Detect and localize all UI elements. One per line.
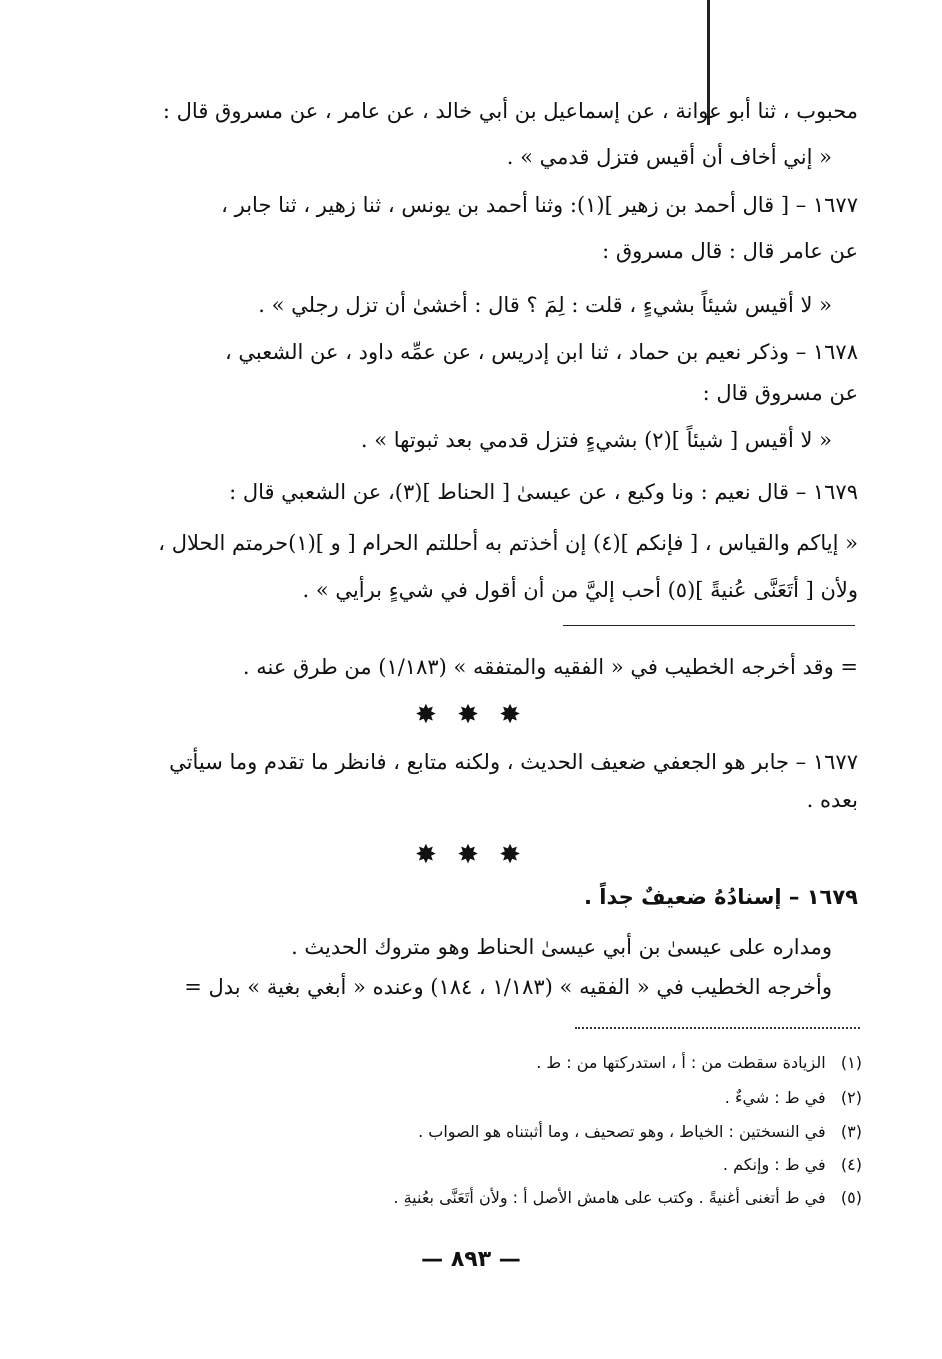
main-line-2: « إني أخاف أن أقيس فتزل قدمي » . xyxy=(506,145,832,169)
main-line-11: ولأن [ أتَعَنَّى عُنيةً ](٥) أحب إليَّ من أن أقول في شيءٍ برأيي » . xyxy=(302,578,858,602)
footnote-4 xyxy=(723,1157,862,1173)
footnote-text: في ط : شيءٌ . xyxy=(724,1088,826,1107)
commentary-line-1: = وقد أخرجه الخطيب في « الفقيه والمتفقه » (١/١٨٣) من طرق عنه . xyxy=(242,655,858,679)
footnote-mark: (١) xyxy=(840,1053,862,1072)
footnote-mark: (٢) xyxy=(840,1088,862,1107)
main-line-3: ١٦٧٧ – [ قال أحمد بن زهير ](١): وثنا أحمد بن يونس ، ثنا زهير ، ثنا جابر ، xyxy=(221,193,858,217)
footnote-text: في ط : وإنكم . xyxy=(722,1155,826,1174)
main-line-1: محبوب ، ثنا أبو عوانة ، عن إسماعيل بن أبي خالد ، عن عامر ، عن مسروق قال : xyxy=(162,99,858,123)
commentary-line-6: وأخرجه الخطيب في « الفقيه » (١/١٨٣ ، ١٨٤) وعنده « أبغي بغية » بدل = xyxy=(184,975,832,999)
footnote-mark: (٥) xyxy=(840,1188,862,1207)
footnote-2 xyxy=(725,1090,862,1106)
footnote-1 xyxy=(536,1055,862,1071)
main-line-5: « لا أقيس شيئاً بشيءٍ ، قلت : لِمَ ؟ قال : أخشىٰ أن تزل رجلي » . xyxy=(258,293,832,317)
commentary-line-4: ١٦٧٩ – إسنادُهُ ضعيفٌ جداً . xyxy=(584,885,858,909)
footnote-mark: (٤) xyxy=(840,1155,862,1174)
separator-stars-2: ✸ ✸ ✸ xyxy=(415,840,527,870)
footnote-3 xyxy=(418,1124,862,1140)
footnote-text: الزيادة سقطت من : أ ، استدركتها من : ط . xyxy=(536,1053,826,1072)
commentary-line-5: ومداره على عيسىٰ بن أبي عيسىٰ الحناط وهو متروك الحديث . xyxy=(291,935,832,959)
commentary-line-2: ١٦٧٧ – جابر هو الجعفي ضعيف الحديث ، ولكنه متابع ، فانظر ما تقدم وما سيأتي xyxy=(169,750,858,774)
main-line-8: « لا أقيس [ شيئاً ](٢) بشيءٍ فتزل قدمي بعد ثبوتها » . xyxy=(360,428,832,452)
footnote-text: في ط أتغنى أغنيةً . وكتب على هامش الأصل أ : ولأن أتَعَنَّى بعُنيةِ . xyxy=(393,1188,826,1207)
main-line-9: ١٦٧٩ – قال نعيم : ونا وكيع ، عن عيسىٰ [ الحناط ](٣)، عن الشعبي قال : xyxy=(229,480,858,504)
commentary-line-3: بعده . xyxy=(806,788,858,812)
footnote-5 xyxy=(393,1190,862,1206)
page-number: — ٨٩٣ — xyxy=(421,1247,521,1272)
commentary-rule xyxy=(563,625,855,626)
footnote-mark: (٣) xyxy=(840,1122,862,1141)
main-line-4: عن عامر قال : قال مسروق : xyxy=(602,239,858,263)
main-line-7: عن مسروق قال : xyxy=(702,381,858,405)
footnote-text: في النسختين : الخياط ، وهو تصحيف ، وما أثبتناه هو الصواب . xyxy=(418,1122,826,1141)
separator-stars-1: ✸ ✸ ✸ xyxy=(415,700,527,730)
main-line-6: ١٦٧٨ – وذكر نعيم بن حماد ، ثنا ابن إدريس ، عن عمِّه داود ، عن الشعبي ، xyxy=(224,340,858,364)
main-line-10: « إياكم والقياس ، [ فإنكم ](٤) إن أخذتم به أحللتم الحرام [ و ](١)حرمتم الحلال ، xyxy=(158,531,858,555)
footnote-separator xyxy=(575,1027,860,1029)
